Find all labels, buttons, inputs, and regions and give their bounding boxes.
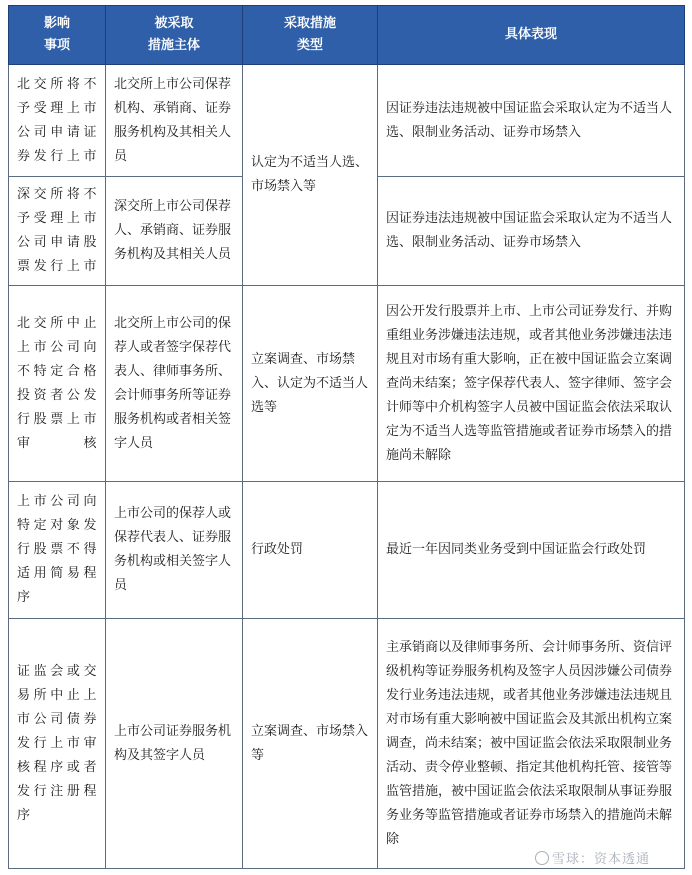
header-measure <box>243 6 378 65</box>
cell-matter: 北交所中止上市公司向不特定合格投资者公发行股票上市审核 <box>9 286 106 482</box>
cell-measure: 行政处罚 <box>243 482 378 619</box>
regulation-table-container <box>8 5 684 865</box>
cell-detail: 因证券违法违规被中国证监会采取认定为不适当人选、限制业务活动、证券市场禁入 <box>378 177 685 286</box>
cell-measure: 认定为不适当人选、市场禁入等 <box>243 65 378 286</box>
header-subject-line1: 被采取 <box>154 16 194 31</box>
table-row <box>9 65 685 177</box>
header-detail <box>378 6 685 65</box>
watermark-text: 雪球：资本透通 <box>551 852 650 867</box>
cell-detail: 因证券违法违规被中国证监会采取认定为不适当人选、限制业务活动、证券市场禁入 <box>378 65 685 177</box>
cell-measure: 立案调查、市场禁入、认定为不适当人选等 <box>243 286 378 482</box>
header-measure-line1: 采取措施 <box>283 16 336 31</box>
cell-subject: 北交所上市公司保荐机构、承销商、证券服务机构及其相关人员 <box>106 65 243 177</box>
cell-detail: 因公开发行股票并上市、上市公司证券发行、并购重组业务涉嫌违法违规，或者其他业务涉嫌违法违规且对市场有重大影响，正在被中国证监会立案调查尚未结案；签字保荐代表人、签字律师、签字会计师等中介机构签字人员被中国证监会依法采取认定为不适当人选等监管措施或者证券市场禁入的措施尚未解除 <box>378 286 685 482</box>
table-header-row <box>9 6 685 65</box>
cell-subject: 深交所上市公司保荐人、承销商、证券服务机构及其相关人员 <box>106 177 243 286</box>
cell-subject: 北交所上市公司的保荐人或者签字保荐代表人、律师事务所、会计师事务所等证券服务机构或者相关签字人员 <box>106 286 243 482</box>
cell-matter: 上市公司向特定对象发行股票不得适用简易程序 <box>9 482 106 619</box>
snowball-logo-icon <box>535 851 549 865</box>
cell-matter: 北交所将不予受理上市公司申请证券发行上市 <box>9 65 106 177</box>
table-row <box>9 619 685 869</box>
header-detail-line1: 具体表现 <box>504 27 557 42</box>
header-matter <box>9 6 106 65</box>
watermark <box>535 848 650 867</box>
cell-matter: 深交所将不予受理上市公司申请股票发行上市 <box>9 177 106 286</box>
cell-measure: 立案调查、市场禁入等 <box>243 619 378 869</box>
header-subject-line2: 措施主体 <box>147 38 200 53</box>
header-subject <box>106 6 243 65</box>
cell-subject: 上市公司的保荐人或保荐代表人、证券服务机构或相关签字人员 <box>106 482 243 619</box>
header-matter-line1: 影响 <box>43 16 70 31</box>
header-matter-line2: 事项 <box>43 38 70 53</box>
cell-matter: 证监会或交易所中止上市公司债券发行上市审核程序或者发行注册程序 <box>9 619 106 869</box>
cell-detail: 最近一年因同类业务受到中国证监会行政处罚 <box>378 482 685 619</box>
cell-detail: 主承销商以及律师事务所、会计师事务所、资信评级机构等证券服务机构及签字人员因涉嫌公司债券发行业务违法违规，或者其他业务涉嫌违法违规且对市场有重大影响被中国证监会及其派出机构立案调查，尚未结案；被中国证监会依法采取限制业务活动、责令停业整顿、指定其他机构托管、接管等监管措施，被中国证监会依法采取限制从事证券服务业务等监管措施或者证券市场禁入的措施尚未解除 <box>378 619 685 869</box>
header-measure-line2: 类型 <box>296 38 323 53</box>
table-row <box>9 286 685 482</box>
regulation-table <box>8 5 685 869</box>
cell-subject: 上市公司证券服务机构及其签字人员 <box>106 619 243 869</box>
table-row <box>9 482 685 619</box>
